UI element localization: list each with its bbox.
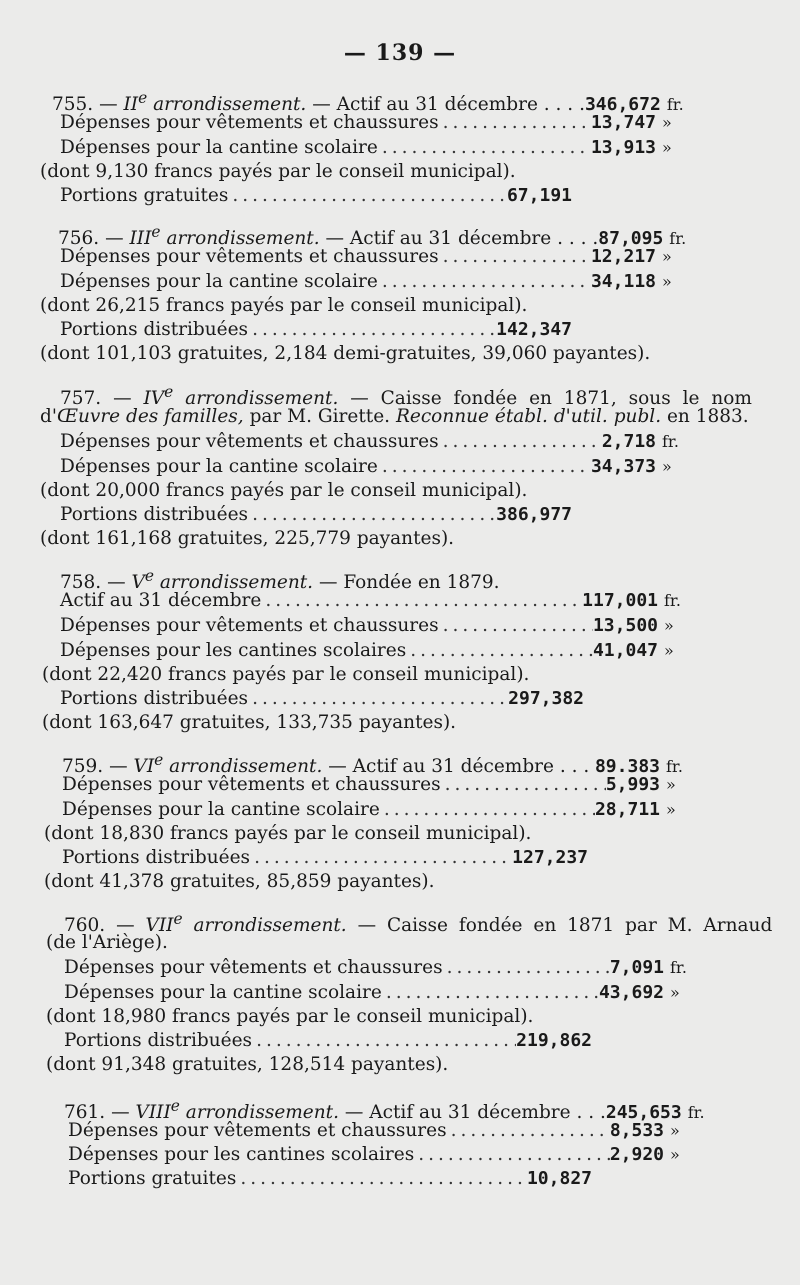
- municipal-note: (dont 18,830 francs payés par le conseil municipal).: [44, 823, 532, 844]
- expense-row: Dépenses pour la cantine scolaire ..... 13,913 »: [60, 136, 688, 160]
- portions-row: Portions distribuées ..... 142,347: [60, 318, 572, 342]
- expense-row: Dépenses pour vêtements et chaussures ..... 2,718 fr.: [60, 430, 688, 454]
- entry-760-heading: 760. — VIIe arrondissement. — Caisse fondée en 1871 par M. Arnaud: [64, 910, 773, 937]
- expense-row: Dépenses pour la cantine scolaire ..... 34,118 »: [60, 270, 688, 294]
- portions-breakdown: (dont 91,348 gratuites, 128,514 payantes).: [46, 1054, 449, 1075]
- portions-breakdown: (dont 163,647 gratuites, 133,735 payantes).: [42, 712, 457, 733]
- municipal-note: (dont 20,000 francs payés par le conseil municipal).: [40, 480, 528, 501]
- entry-number: 758.: [60, 572, 102, 594]
- expense-row: Dépenses pour les cantines scolaires ..... 41,047 »: [60, 639, 690, 663]
- expense-row: Dépenses pour vêtements et chaussures ..... 12,217 »: [60, 245, 688, 269]
- expense-row: Dépenses pour vêtements et chaussures ..... 13,747 »: [60, 111, 688, 135]
- entry-number: 761.: [64, 1102, 106, 1124]
- actif-row: Actif au 31 décembre ..... 117,001 fr.: [60, 589, 690, 613]
- entry-number: 757.: [60, 388, 102, 410]
- portions-breakdown: (dont 161,168 gratuites, 225,779 payantes).: [40, 528, 455, 549]
- portions-row: Portions distribuées ..... 297,382: [60, 687, 584, 711]
- portions-row: Portions gratuites ..... 67,191: [60, 184, 572, 208]
- expense-row: Dépenses pour vêtements et chaussures ..... 5,993 »: [62, 773, 692, 797]
- arrondissement-numeral: VIII: [135, 1102, 171, 1124]
- arrondissement-numeral: II: [123, 94, 139, 116]
- entry-number: 756.: [58, 228, 100, 250]
- portions-row: Portions distribuées ..... 219,862: [64, 1029, 592, 1053]
- actif-value: 245,653: [605, 1102, 682, 1124]
- arrondissement-numeral: V: [131, 572, 145, 594]
- expense-row: Dépenses pour vêtements et chaussures ..... 13,500 »: [60, 614, 690, 638]
- arrondissement-numeral: IV: [143, 388, 165, 410]
- portions-row: Portions distribuées ..... 127,237: [62, 846, 588, 870]
- expense-row: Dépenses pour vêtements et chaussures ..... 8,533 »: [68, 1119, 696, 1143]
- entry-757-heading: 757. — IVe arrondissement. — Caisse fondée en 1871, sous le nom: [60, 383, 752, 410]
- page-number: — 139 —: [343, 40, 457, 66]
- portions-row: Portions gratuites ..... 10,827: [68, 1167, 592, 1191]
- entry-759-heading: 759. — VIe arrondissement. — Actif au 31 décembre . . . 89.383 fr.: [62, 751, 683, 778]
- entry-755-heading: 755. — IIe arrondissement. — Actif au 31 décembre . . . . 346,672 fr.: [52, 89, 684, 116]
- expense-row: Dépenses pour la cantine scolaire ..... 28,711 »: [62, 798, 692, 822]
- actif-value: 346,672: [584, 94, 661, 116]
- entry-number: 755.: [52, 94, 94, 116]
- expense-row: Dépenses pour vêtements et chaussures ..... 7,091 fr.: [64, 956, 696, 980]
- arrondissement-numeral: III: [129, 228, 152, 250]
- expense-row: Dépenses pour les cantines scolaires ..... 2,920 »: [68, 1143, 696, 1167]
- entry-number: 760.: [64, 915, 106, 937]
- portions-breakdown: (dont 101,103 gratuites, 2,184 demi-gratuites, 39,060 payantes).: [40, 343, 651, 364]
- expense-row: Dépenses pour la cantine scolaire ..... 43,692 »: [64, 981, 696, 1005]
- municipal-note: (dont 18,980 francs payés par le conseil municipal).: [46, 1006, 534, 1027]
- entry-758-heading: 758. — Ve arrondissement. — Fondée en 1879.: [60, 567, 500, 594]
- arrondissement-numeral: VI: [133, 756, 155, 778]
- municipal-note: (dont 26,215 francs payés par le conseil municipal).: [40, 295, 528, 316]
- actif-value: 87,095: [598, 228, 664, 250]
- entry-757-heading-cont: d'Œuvre des familles, par M. Girette. Reconnue établ. d'util. publ. en 1883.: [40, 406, 749, 427]
- entry-760-heading-cont: (de l'Ariège).: [46, 932, 168, 953]
- actif-value: 89.383: [594, 756, 660, 778]
- expense-row: Dépenses pour la cantine scolaire ..... 34,373 »: [60, 455, 688, 479]
- portions-breakdown: (dont 41,378 gratuites, 85,859 payantes).: [44, 871, 435, 892]
- entry-761-heading: 761. — VIIIe arrondissement. — Actif au 31 décembre . . . 245,653 fr.: [64, 1097, 705, 1124]
- municipal-note: (dont 22,420 francs payés par le conseil municipal).: [42, 664, 530, 685]
- portions-row: Portions distribuées ..... 386,977: [60, 503, 572, 527]
- entry-number: 759.: [62, 756, 104, 778]
- entry-756-heading: 756. — IIIe arrondissement. — Actif au 31 décembre . . . . 87,095 fr.: [58, 223, 687, 250]
- arrondissement-numeral: VII: [145, 915, 174, 937]
- municipal-note: (dont 9,130 francs payés par le conseil municipal).: [40, 161, 516, 182]
